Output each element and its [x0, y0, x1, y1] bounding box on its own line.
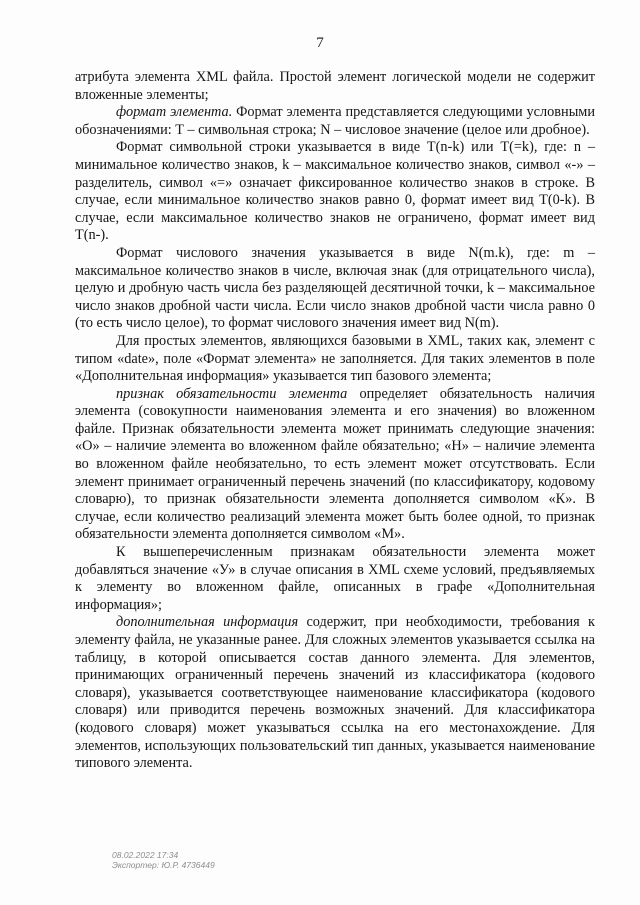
footer-stamp-date: 08.02.2022 17:34: [112, 850, 179, 860]
paragraph-4: Формат числового значения указывается в виде N(m.k), где: m – максимальное количество знаков в числе, включая знак (для отрицательного числа), целую и дробную часть числа без разделяющей десятичной точки, k – максимальное число знаков дробной части числа. Если число знаков дробной части числа равно 0 (то есть число целое), то формат числового значения имеет вид N(m).: [75, 244, 595, 332]
paragraph-2: формат элемента. Формат элемента представляется следующими условными обозначениями: T – символьная строка; N – числовое значение (целое или дробное).: [75, 104, 595, 138]
footer-stamp: [112, 850, 215, 870]
body-text: [75, 69, 595, 773]
paragraph-1: атрибута элемента XML файла. Простой элемент логической модели не содержит вложенные элементы;: [75, 69, 595, 103]
term-obligation-flag: признак обязательности элемента: [116, 385, 348, 402]
term-additional-info: дополнительная информация: [116, 614, 299, 631]
paragraph-6: признак обязательности элемента определяет обязательность наличия элемента (совокупности наименования элемента и его значения) во вложенном файле. Признак обязательности элемента может принимать следующие значения: «О» – наличие элемента во вложенном файле обязательно; «Н» – наличие элемента во вложенном файле необязательно, то есть элемент может отсутствовать. Если элемент принимает ограниченный перечень значений (по классификатору, кодовому словарю), то признак обязательности элемента дополняется символом «К». В случае, если количество реализаций элемента может быть более одной, то признак обязательности элемента дополняется символом «М».: [75, 385, 595, 543]
paragraph-8: дополнительная информация содержит, при необходимости, требования к элементу файла, не указанные ранее. Для сложных элементов указывается ссылка на таблицу, в которой описывается состав данного элемента. Для элементов, принимающих ограниченный перечень значений из классификатора (кодового словаря), указывается соответствующее наименование классификатора (кодового словаря) или приводится перечень возможных значений. Для классификатора (кодового словаря) может указываться ссылка на его местонахождение. Для элементов, использующих пользовательский тип данных, указывается наименование типового элемента.: [75, 614, 595, 772]
paragraph-3: Формат символьной строки указывается в виде T(n-k) или T(=k), где: n – минимальное количество знаков, k – максимальное количество знаков, символ «-» – разделитель, символ «=» означает фиксированное количество знаков в строке. В случае, если минимальное количество знаков равно 0, формат имеет вид T(0-k). В случае, если максимальное количество знаков не ограничено, формат имеет вид T(n-).: [75, 139, 595, 244]
footer-stamp-exporter: Экспортер: Ю.Р. 4736449: [112, 860, 215, 870]
page-number: 7: [316, 35, 324, 51]
paragraph-7: К вышеперечисленным признакам обязательности элемента может добавляться значение «У» в случае описания в XML схеме условий, предъявляемых к элементу во вложенном файле, описанных в графе «Дополнительная информация»;: [75, 544, 595, 613]
paragraph-5: Для простых элементов, являющихся базовыми в XML, таких как, элемент с типом «date», поле «Формат элемента» не заполняется. Для таких элементов в поле «Дополнительная информация» указывается тип базового элемента;: [75, 332, 595, 385]
term-element-format: формат элемента.: [116, 104, 233, 121]
